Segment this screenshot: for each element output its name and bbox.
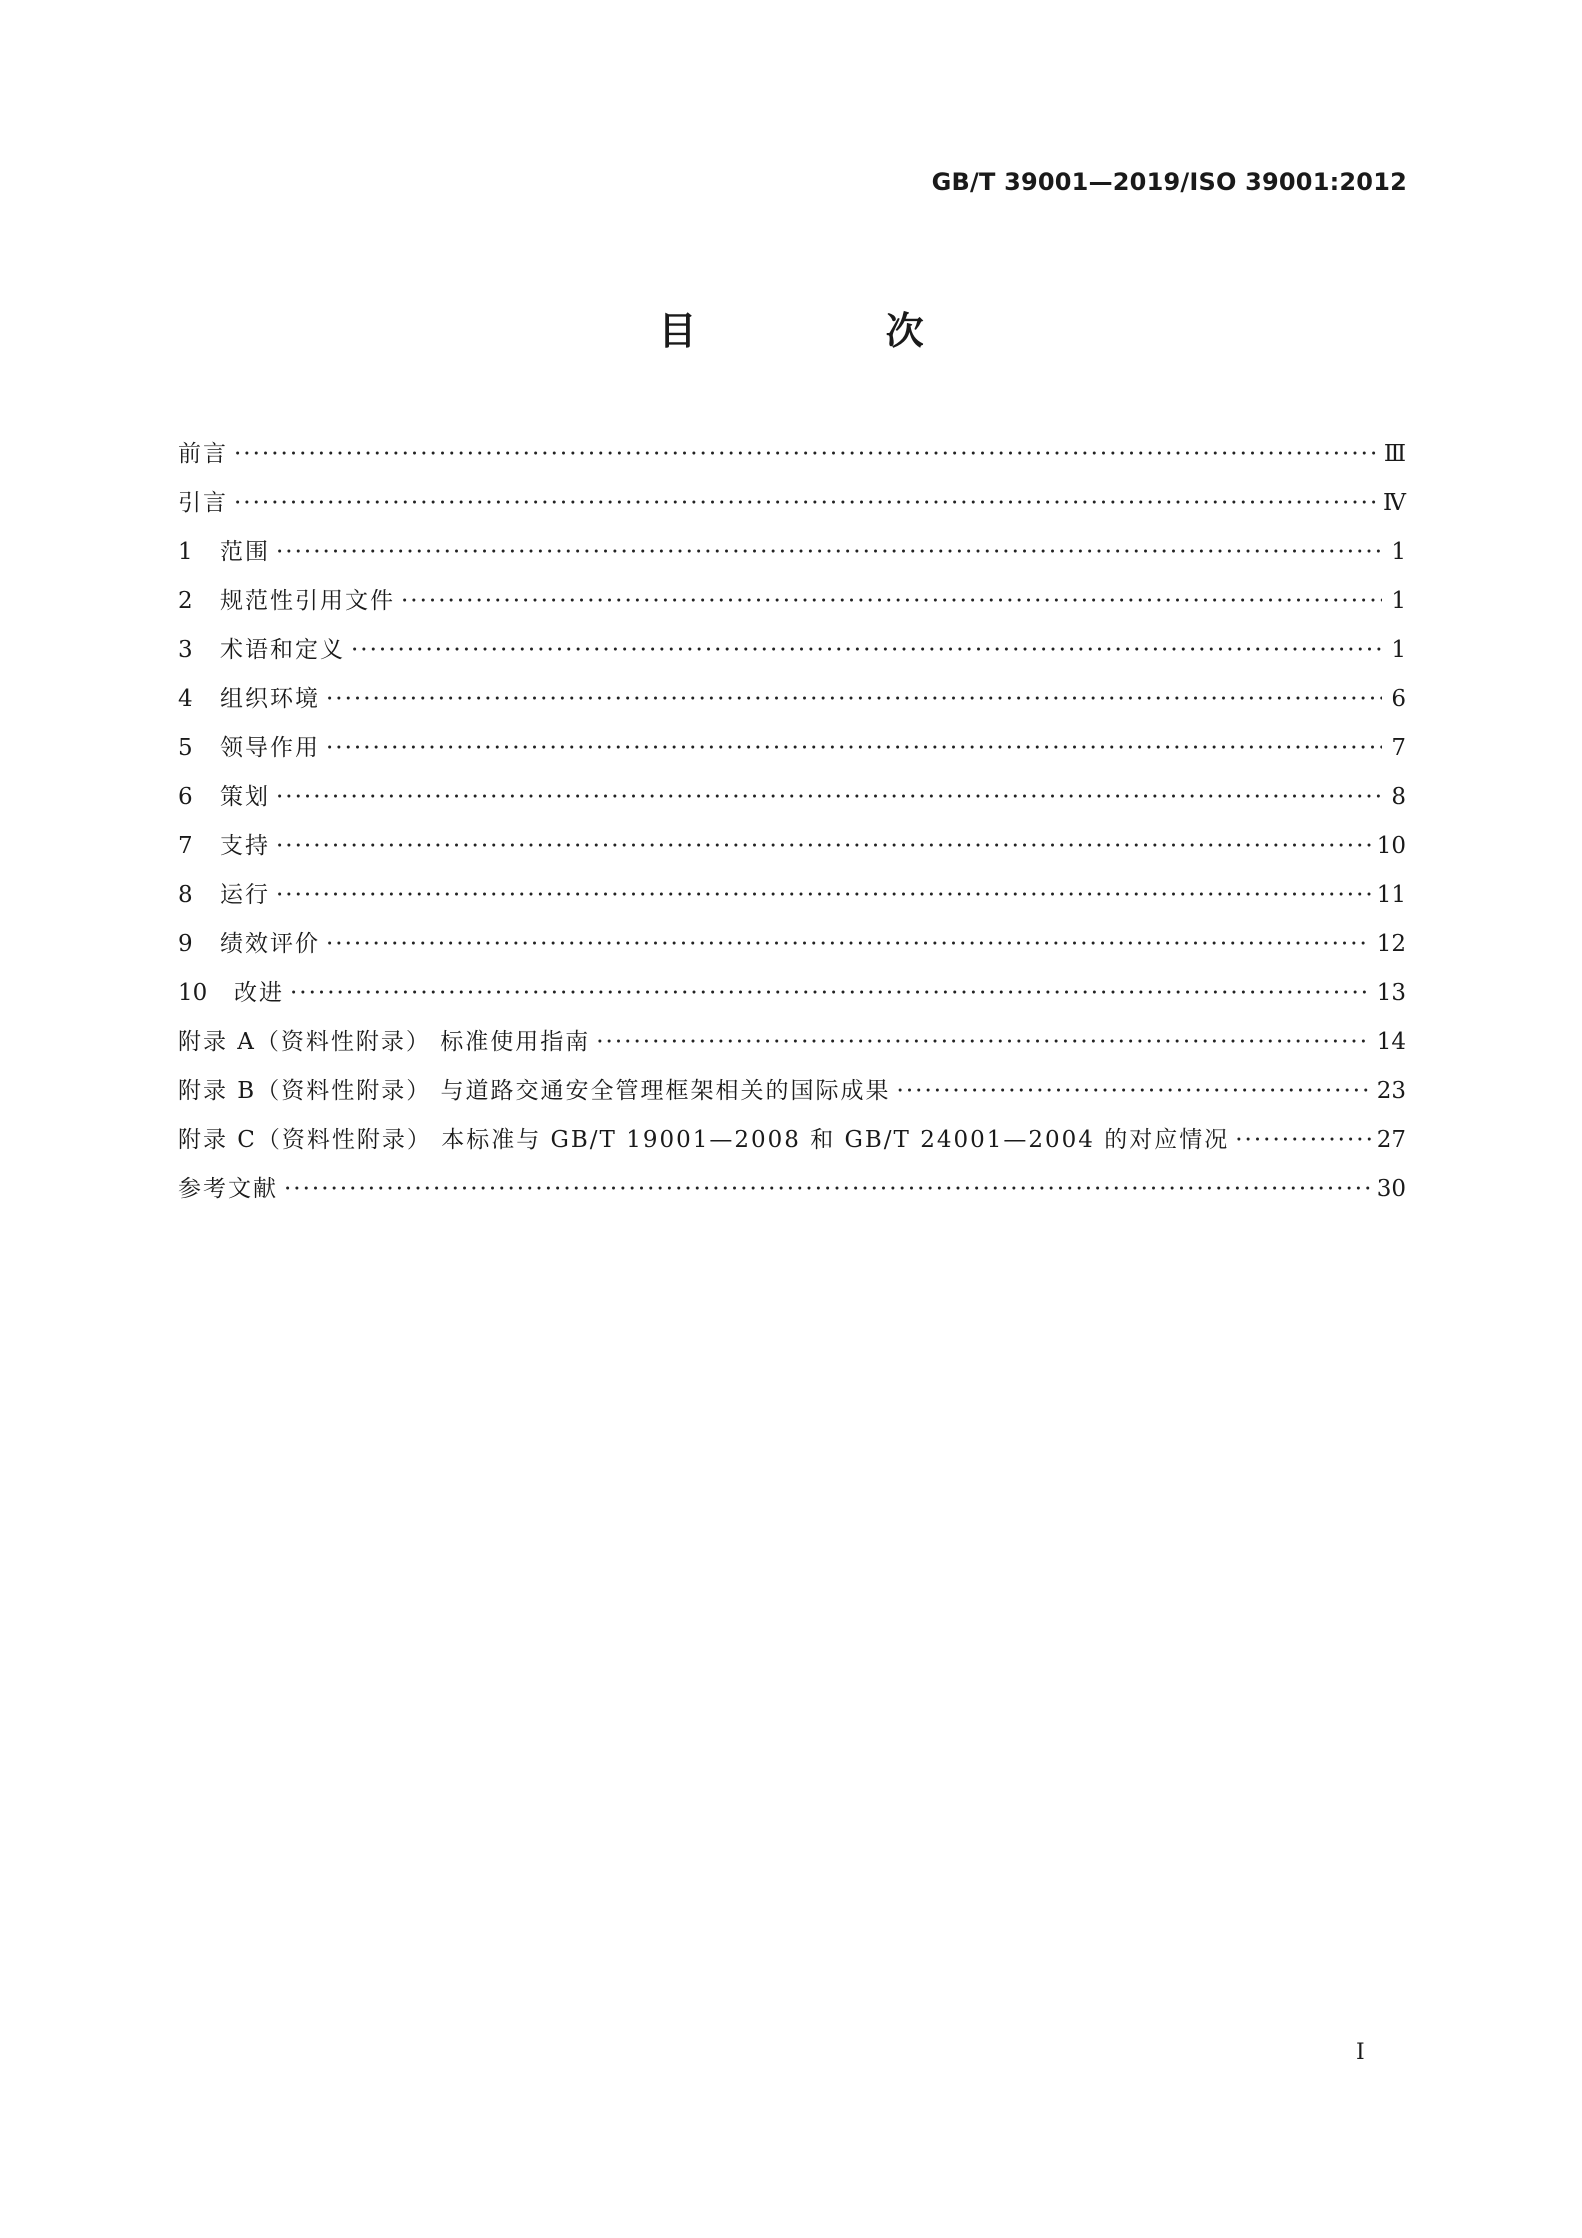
toc-entry-performance-evaluation[interactable] <box>178 920 1406 969</box>
toc-entry-number: 6 <box>178 784 193 810</box>
toc-entry-label: 组织环境 <box>220 686 320 712</box>
toc-entry-bibliography[interactable] <box>178 1165 1406 1214</box>
toc-entry-number: 4 <box>178 686 193 712</box>
toc-entry-planning[interactable] <box>178 773 1406 822</box>
toc-dot-leader <box>276 822 1371 871</box>
toc-entry-support[interactable] <box>178 822 1406 871</box>
page-title: 目 次 <box>658 309 1012 353</box>
toc-dot-leader <box>897 1067 1371 1116</box>
toc-dot-leader <box>234 479 1377 528</box>
table-of-contents <box>178 430 1406 1214</box>
standard-number-header: GB/T 39001—2019/ISO 39001:2012 <box>931 168 1407 196</box>
toc-entry-number: 5 <box>178 735 193 761</box>
toc-page-number: 13 <box>1376 980 1406 1006</box>
toc-entry-label: 策划 <box>220 784 270 810</box>
toc-page-number: 30 <box>1376 1176 1406 1202</box>
toc-entry-label: 绩效评价 <box>220 931 320 957</box>
toc-dot-leader <box>284 1165 1371 1214</box>
toc-page-number: 14 <box>1376 1029 1406 1055</box>
toc-entry-label: 附录 B（资料性附录） 与道路交通安全管理框架相关的国际成果 <box>178 1078 891 1104</box>
toc-entry-label: 领导作用 <box>220 735 320 761</box>
toc-entry-label: 参考文献 <box>178 1176 278 1202</box>
toc-dot-leader <box>276 871 1371 920</box>
toc-entry-label: 附录 A（资料性附录） 标准使用指南 <box>178 1029 591 1055</box>
toc-entry-annex-c[interactable] <box>178 1116 1406 1165</box>
toc-entry-foreword[interactable] <box>178 430 1406 479</box>
toc-entry-annex-b[interactable] <box>178 1067 1406 1116</box>
page-number-footer: I <box>1356 2040 1365 2065</box>
toc-entry-label: 前言 <box>178 441 228 467</box>
toc-entry-operation[interactable] <box>178 871 1406 920</box>
toc-entry-label: 附录 C（资料性附录） 本标准与 GB/T 19001—2008 和 GB/T 24001—2004 的对应情况 <box>178 1127 1230 1153</box>
toc-entry-number: 3 <box>178 637 193 663</box>
toc-page-number: 12 <box>1376 931 1406 957</box>
toc-dot-leader <box>1235 1116 1371 1165</box>
toc-dot-leader <box>290 969 1371 1018</box>
toc-dot-leader <box>234 430 1378 479</box>
toc-entry-terms-definitions[interactable] <box>178 626 1406 675</box>
toc-entry-number: 9 <box>178 931 193 957</box>
toc-dot-leader <box>276 528 1382 577</box>
toc-dot-leader <box>401 577 1382 626</box>
toc-dot-leader <box>276 773 1382 822</box>
toc-dot-leader <box>351 626 1382 675</box>
toc-entry-label: 规范性引用文件 <box>220 588 395 614</box>
toc-page-number: Ⅳ <box>1383 490 1406 516</box>
toc-page-number: 1 <box>1391 588 1406 614</box>
toc-entry-number: 1 <box>178 539 193 565</box>
toc-entry-context[interactable] <box>178 675 1406 724</box>
toc-entry-scope[interactable] <box>178 528 1406 577</box>
toc-page-number: Ⅲ <box>1383 441 1406 467</box>
toc-entry-annex-a[interactable] <box>178 1018 1406 1067</box>
toc-page-number: 6 <box>1391 686 1406 712</box>
toc-page-number: 1 <box>1391 539 1406 565</box>
toc-entry-number: 8 <box>178 882 193 908</box>
toc-page-number: 27 <box>1376 1127 1406 1153</box>
toc-entry-number: 2 <box>178 588 193 614</box>
toc-page-number: 7 <box>1391 735 1406 761</box>
toc-dot-leader <box>596 1018 1370 1067</box>
toc-entry-improvement[interactable] <box>178 969 1406 1018</box>
toc-entry-number: 7 <box>178 833 193 859</box>
toc-entry-label: 支持 <box>220 833 270 859</box>
toc-entry-label: 范围 <box>220 539 270 565</box>
toc-page-number: 1 <box>1391 637 1406 663</box>
toc-entry-label: 改进 <box>234 980 284 1006</box>
toc-page-number: 10 <box>1376 833 1406 859</box>
toc-entry-label: 运行 <box>220 882 270 908</box>
toc-entry-number: 10 <box>178 980 208 1006</box>
toc-entry-label: 术语和定义 <box>220 637 345 663</box>
toc-dot-leader <box>326 724 1382 773</box>
toc-page-number: 11 <box>1376 882 1406 908</box>
toc-dot-leader <box>326 920 1371 969</box>
toc-entry-normative-references[interactable] <box>178 577 1406 626</box>
toc-entry-leadership[interactable] <box>178 724 1406 773</box>
toc-page-number: 8 <box>1391 784 1406 810</box>
toc-dot-leader <box>326 675 1382 724</box>
toc-entry-label: 引言 <box>178 490 228 516</box>
toc-entry-introduction[interactable] <box>178 479 1406 528</box>
toc-page-number: 23 <box>1376 1078 1406 1104</box>
